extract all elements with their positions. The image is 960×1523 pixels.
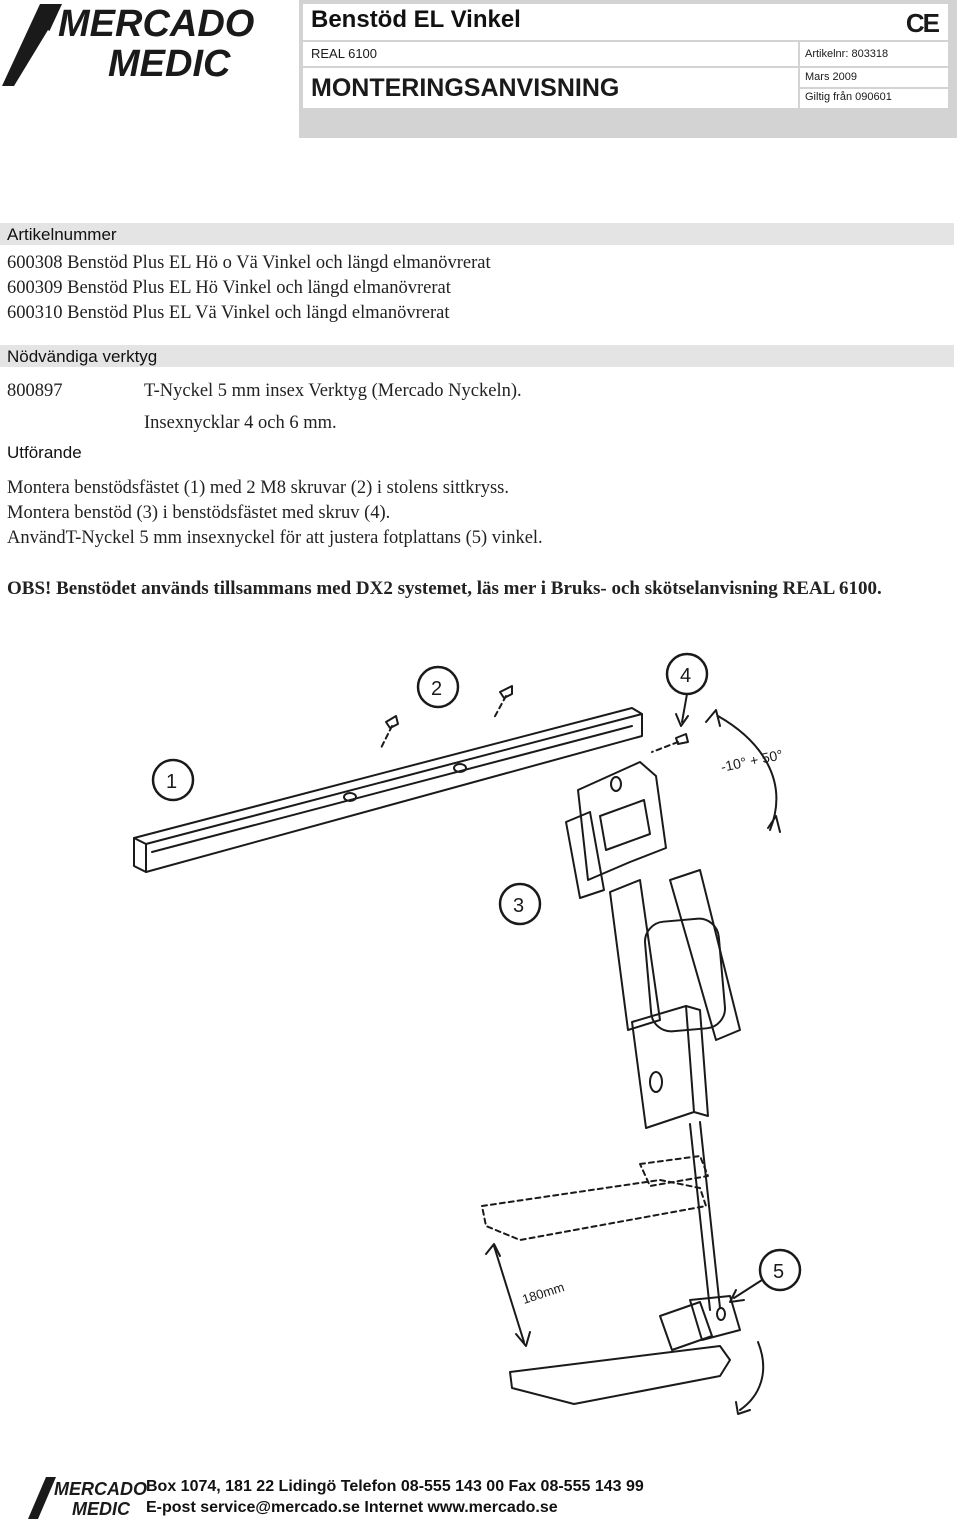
title-cell (303, 4, 948, 40)
assembly-diagram (120, 640, 820, 1420)
document-header (299, 0, 957, 138)
model-name: REAL 6100 (311, 46, 378, 61)
screws-m8 (380, 686, 512, 750)
footer-contact: E-post service@mercado.se Internet www.mercado.se (146, 1499, 558, 1516)
angle-label: -10° + 50° (719, 746, 785, 775)
leg-rest-bracket (566, 762, 666, 898)
screw-4 (652, 734, 688, 752)
article-number-cell (800, 42, 948, 66)
footplate-alt-position (482, 1156, 708, 1240)
footplate-rotation-arrow (740, 1342, 763, 1410)
section-heading: Nödvändiga verktyg (7, 347, 158, 366)
callout-1 (153, 760, 193, 800)
logo-text-medic: MEDIC (108, 43, 231, 85)
tool-description: T-Nyckel 5 mm insex Verktyg (Mercado Nyckeln). (144, 381, 522, 401)
callout-label: 5 (773, 1261, 785, 1283)
date-cell (800, 68, 948, 87)
length-label: 180mm (520, 1279, 567, 1307)
callout-label: 3 (513, 895, 525, 917)
valid-from: Giltig från 090601 (805, 91, 892, 103)
ce-mark: CE (905, 8, 938, 38)
callout-2 (418, 667, 458, 707)
article-item: 600308 Benstöd Plus EL Hö o Vä Vinkel och längd elmanövrerat (7, 253, 491, 273)
article-item: 600309 Benstöd Plus EL Hö Vinkel och längd elmanövrerat (7, 278, 451, 298)
note-text: OBS! Benstödet används tillsammans med DX2 systemet, läs mer i Bruks- och skötselanvisning REAL 6100. (7, 578, 882, 599)
article-number: Artikelnr: 803318 (805, 48, 889, 60)
callout-label: 1 (166, 771, 178, 793)
footer-logo (28, 1475, 147, 1519)
callout-5 (730, 1250, 800, 1302)
callout-label: 2 (431, 678, 443, 700)
section-heading: Utförande (7, 443, 82, 462)
tool-description-extra: Insexnycklar 4 och 6 mm. (144, 413, 337, 433)
section-bar-tools (0, 345, 954, 367)
section-bar-execution (0, 442, 954, 464)
angle-arrowhead-up (706, 710, 720, 726)
tool-code: 800897 (7, 381, 63, 401)
document-type: MONTERINGSANVISNING (311, 74, 620, 102)
model-cell (303, 42, 798, 66)
leg-shaft (690, 1122, 720, 1310)
mercado-medic-logo (0, 0, 255, 90)
callout-3 (500, 884, 540, 924)
footer-logo-mercado: MERCADO (54, 1479, 147, 1499)
article-item: 600310 Benstöd Plus EL Vä Vinkel och längd elmanövrerat (7, 303, 450, 323)
instruction-step: Montera benstödsfästet (1) med 2 M8 skruvar (2) i stolens sittkryss. (7, 478, 509, 498)
footer-logo-medic: MEDIC (72, 1499, 130, 1519)
instruction-step: Montera benstöd (3) i benstödsfästet med skruv (4). (7, 503, 391, 523)
mounting-rail (134, 708, 642, 872)
callout-4 (667, 654, 707, 726)
doc-type-cell (303, 68, 798, 108)
actuator (610, 870, 740, 1128)
section-bar-article-numbers (0, 223, 954, 245)
footer-address: Box 1074, 181 22 Lidingö Telefon 08-555 143 00 Fax 08-555 143 99 (146, 1478, 644, 1495)
document-date: Mars 2009 (805, 71, 857, 83)
logo-text-mercado: MERCADO (58, 3, 255, 45)
document-title: Benstöd EL Vinkel (311, 6, 521, 33)
instruction-step: AnvändT-Nyckel 5 mm insexnyckel för att justera fotplattans (5) vinkel. (7, 528, 543, 548)
callout-label: 4 (680, 665, 692, 687)
footplate (510, 1296, 740, 1404)
section-heading: Artikelnummer (7, 225, 117, 244)
valid-cell (800, 89, 948, 108)
